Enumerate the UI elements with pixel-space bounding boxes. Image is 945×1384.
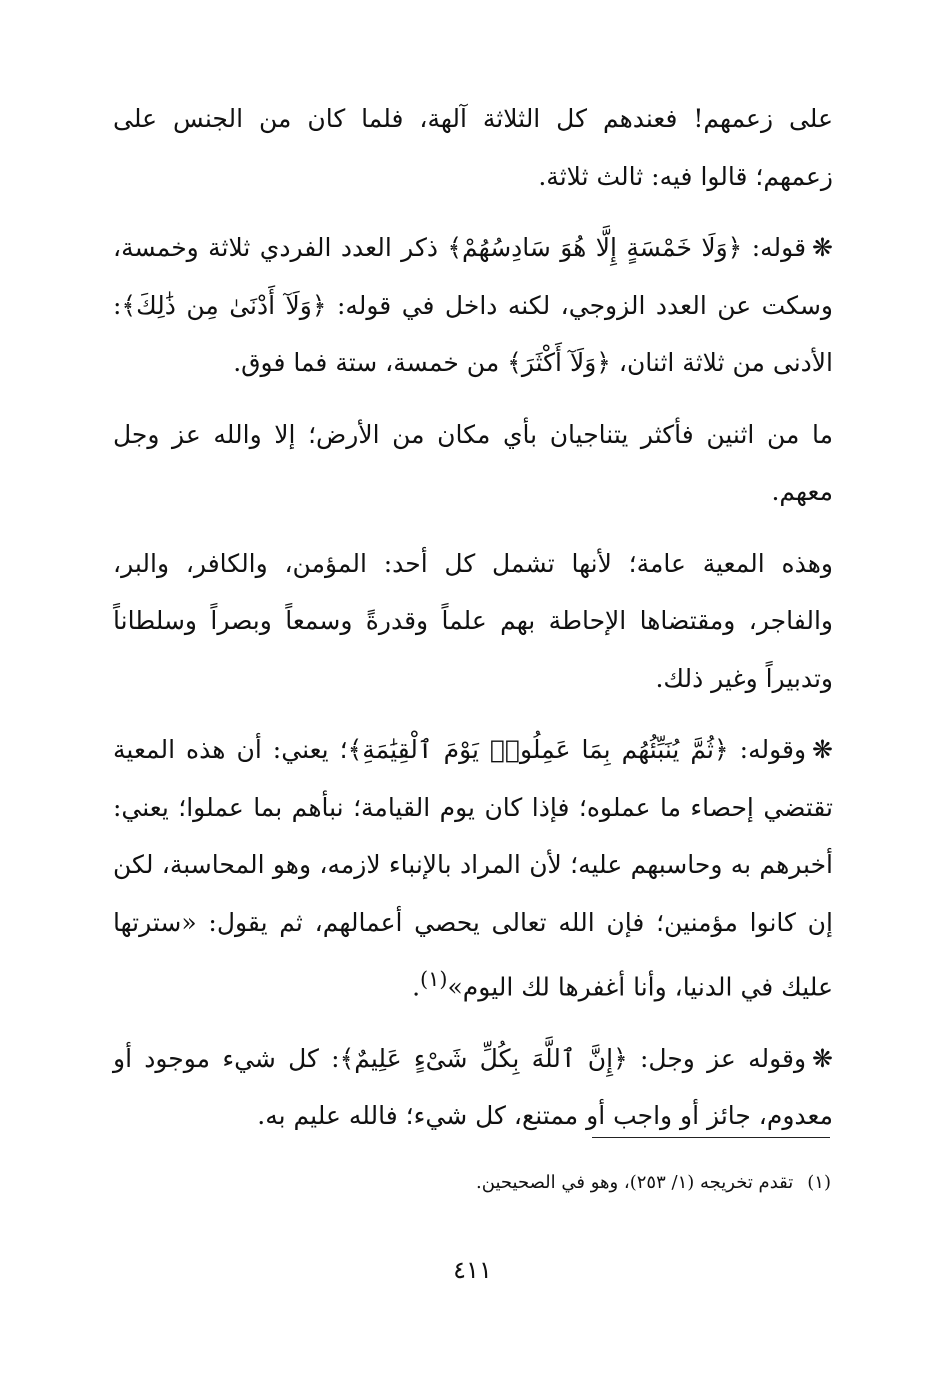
paragraph-text: قوله: ﴿وَلَا خَمْسَةٍ إِلَّا هُوَ سَادِسُهُمْ﴾ ذكر العدد الفردي ثلاثة وخمسة، وسكت عن العدد الزوجي، لكنه داخل في قوله: ﴿وَلَآ أَدْنَىٰ مِن ذَٰلِكَ﴾: الأدنى من ثلاثة اثنان، ﴿وَلَآ أَكْثَرَ﴾ من خمسة، ستة فما فوق.	[113, 233, 833, 377]
paragraph-5	[113, 721, 833, 1016]
paragraph-text: على زعمهم! فعندهم كل الثلاثة آلهة، فلما كان من الجنس على زعمهم؛ قالوا فيه: ثالث ثلاثة.	[113, 104, 833, 191]
footnote-text: تقدم تخريجه (١/ ٢٥٣)، وهو في الصحيحين.	[476, 1172, 794, 1193]
paragraph-text: وقوله: ﴿ثُمَّ يُنَبِّئُهُم بِمَا عَمِلُوا۟ يَوْمَ ٱلْقِيَٰمَةِ﴾؛ يعني: أن هذه المعية تقتضي إحصاء ما عملوه؛ فإذا كان يوم القيامة؛ نبأهم بما عملوا؛ يعني: أخبرهم به وحاسبهم عليه؛ لأن المراد بالإنباء لازمه، وهو المحاسبة، لكن إن كانوا مؤمنين؛ فإن الله تعالى يحصي أعمالهم، ثم يقول: «سترتها عليك في الدنيا، وأنا أغفرها لك اليوم»	[113, 735, 833, 1002]
paragraph-text: وقوله عز وجل: ﴿إِنَّ ٱللَّهَ بِكُلِّ شَىْءٍ عَلِيمٌ﴾: كل شيء موجود أو معدوم، جائز أو واجب أو ممتنع، كل شيء؛ فالله عليم به.	[113, 1043, 833, 1131]
footnote-divider	[592, 1137, 830, 1138]
page-number: ٤١١	[453, 1256, 492, 1284]
footnote-number: (١)	[807, 1172, 831, 1193]
star-marker-icon: ❋	[812, 233, 833, 262]
paragraph-1	[113, 90, 833, 205]
paragraph-3	[113, 406, 833, 521]
paragraph-6	[113, 1030, 833, 1145]
star-marker-icon: ❋	[812, 1043, 833, 1073]
footnote	[111, 1168, 831, 1198]
paragraph-text: ما من اثنين فأكثر يتناجيان بأي مكان من الأرض؛ إلا والله عز وجل معهم.	[113, 419, 833, 506]
footnote-reference[interactable]: (١)	[420, 967, 448, 991]
paragraph-4	[113, 535, 833, 708]
paragraph-2	[113, 219, 833, 392]
main-text	[113, 90, 833, 1159]
sentence-end: .	[412, 972, 421, 1002]
paragraph-text: وهذه المعية عامة؛ لأنها تشمل كل أحد: المؤمن، والكافر، والبر، والفاجر، ومقتضاها الإحاطة بهم علماً وقدرةً وسمعاً وبصراً وسلطاناً وتدبيراً وغير ذلك.	[113, 548, 833, 693]
star-marker-icon: ❋	[812, 735, 833, 764]
